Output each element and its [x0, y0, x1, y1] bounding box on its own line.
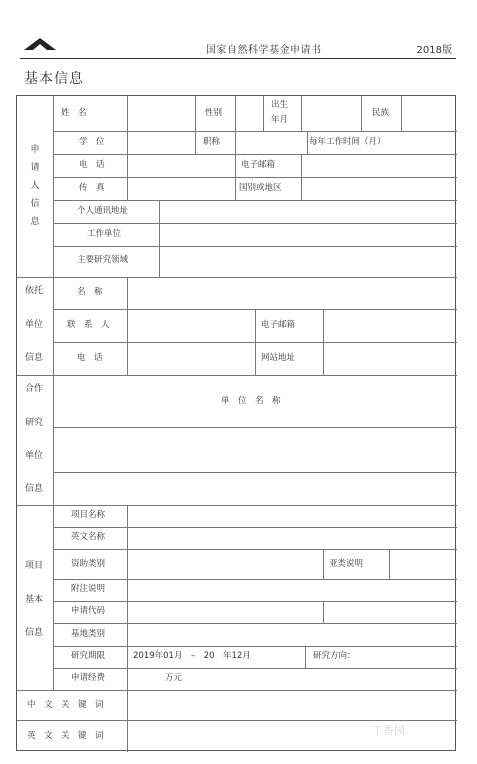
separator [255, 309, 256, 375]
separator [323, 549, 324, 579]
nsfc-logo [24, 36, 56, 52]
code-label: 申请代码 [71, 606, 106, 616]
separator [53, 527, 457, 528]
separator [361, 96, 362, 131]
budget-label: 申请经费 [71, 673, 106, 683]
email-label: 电子邮箱 [241, 160, 276, 170]
separator [17, 690, 457, 691]
group-label-char: 申 [30, 145, 40, 155]
separator [307, 131, 308, 154]
separator [17, 720, 457, 721]
birth-label-2: 年月 [271, 115, 289, 125]
separator [17, 505, 457, 506]
separator [53, 131, 457, 132]
separator [53, 177, 457, 178]
separator [53, 246, 457, 247]
group-label-char: 息 [30, 217, 40, 227]
ethnicity-label: 民族 [372, 108, 390, 118]
header-version: 2018版 [416, 45, 452, 56]
separator [53, 154, 457, 155]
group-label-char: 请 [30, 163, 40, 173]
period-value: 2019年01月 – 20 年12月 [133, 651, 251, 661]
funding-type-label: 资助类别 [71, 559, 106, 569]
separator [53, 668, 457, 669]
separator [127, 690, 128, 752]
separator [17, 375, 457, 376]
separator [53, 646, 457, 647]
separator [235, 96, 236, 131]
separator [235, 131, 236, 154]
separator [195, 96, 196, 154]
partner-group-label: 信息 [25, 484, 44, 494]
english-name-label: 英文名称 [71, 532, 106, 542]
project-group-label: 信息 [25, 628, 44, 638]
separator [301, 154, 302, 200]
separator [53, 579, 457, 580]
name-label: 姓 名 [61, 108, 87, 118]
project-group-label: 基本 [25, 595, 44, 605]
work-time-label: 每年工作时间（月） [309, 137, 386, 147]
separator [53, 601, 457, 602]
subtype-label: 亚类说明 [329, 559, 364, 569]
base-type-label: 基地类别 [71, 629, 106, 639]
group-label-char: 人 [30, 181, 40, 191]
unit-email-label: 电子邮箱 [261, 320, 296, 330]
separator [235, 154, 236, 200]
separator [127, 96, 128, 200]
unit-phone-label: 电 话 [77, 353, 103, 363]
separator [53, 623, 457, 624]
field-label: 主要研究领域 [77, 255, 129, 265]
title-label: 职称 [203, 137, 221, 147]
unit-name-label: 名 称 [77, 287, 103, 297]
fax-label: 传 真 [79, 183, 105, 193]
note-label: 附注说明 [71, 584, 106, 594]
applicant-group-label [23, 146, 47, 227]
contact-label: 联 系 人 [67, 320, 110, 330]
partner-group-label: 研究 [25, 418, 44, 428]
separator [53, 223, 457, 224]
region-label: 国别或地区 [239, 183, 282, 193]
website-label: 网站地址 [261, 353, 296, 363]
header-title: 国家自然科学基金申请书 [206, 45, 322, 56]
support-group-label: 依托 [25, 286, 44, 296]
degree-label: 学 位 [79, 137, 105, 147]
page-header [20, 34, 456, 59]
form-table [16, 95, 456, 751]
separator [17, 277, 457, 278]
budget-unit: 万元 [165, 673, 183, 683]
birth-label-1: 出生 [271, 100, 289, 110]
employer-label: 工作单位 [87, 229, 122, 239]
support-group-label: 信息 [25, 353, 44, 363]
separator [323, 309, 324, 375]
separator [263, 96, 264, 131]
separator [159, 200, 160, 277]
partner-group-label: 合作 [25, 384, 44, 394]
project-name-label: 项目名称 [71, 510, 106, 520]
address-label: 个人通讯地址 [77, 206, 129, 216]
project-group-label: 项目 [25, 561, 44, 571]
group-label-char: 信 [30, 199, 40, 209]
separator [305, 646, 306, 668]
separator [53, 427, 457, 428]
partner-unit-name-label: 单 位 名 称 [221, 396, 281, 406]
section-title: 基本信息 [24, 71, 84, 87]
separator [127, 505, 128, 690]
separator [389, 549, 390, 579]
separator [53, 472, 457, 473]
separator [323, 601, 324, 623]
cn-keywords-label: 中 文 关 键 词 [27, 700, 104, 710]
en-keywords-label: 英 文 关 键 词 [27, 731, 104, 741]
separator [301, 96, 302, 131]
phone-label: 电 话 [79, 160, 105, 170]
separator [401, 96, 402, 131]
watermark: 丁香园 [372, 724, 405, 737]
support-group-label: 单位 [25, 320, 44, 330]
period-label: 研究期限 [71, 651, 106, 661]
separator [127, 277, 128, 375]
separator [53, 549, 457, 550]
direction-label: 研究方向： [313, 651, 356, 661]
separator [53, 200, 457, 201]
partner-group-label: 单位 [25, 451, 44, 461]
gender-label: 性别 [205, 108, 223, 118]
